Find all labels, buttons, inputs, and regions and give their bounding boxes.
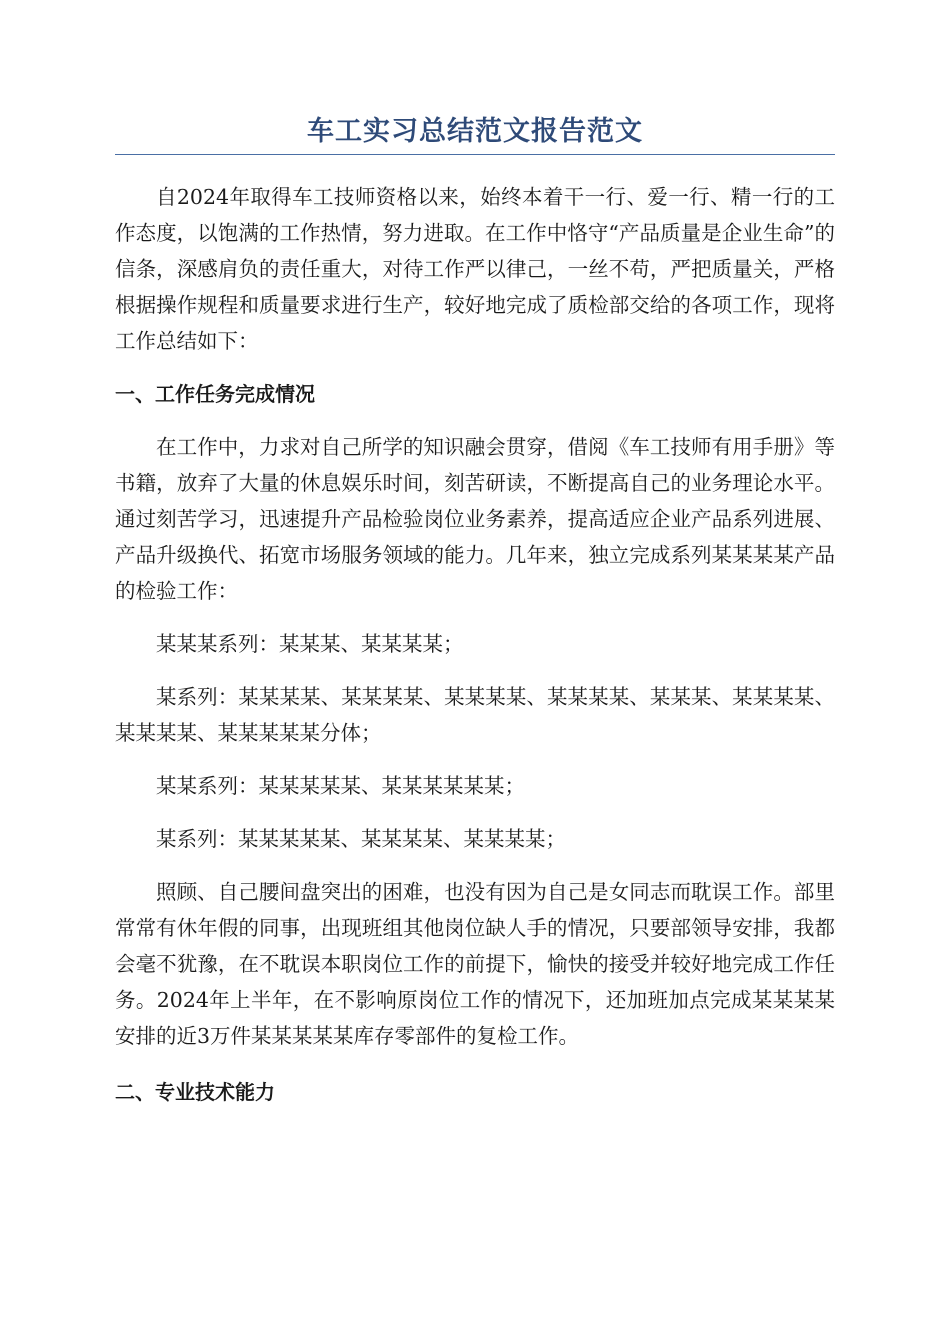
section1-paragraph-2: 照顾、自己腰间盘突出的困难，也没有因为自己是女同志而耽误工作。部里常常有休年假的同事，出现班组其他岗位缺人手的情况，只要部领导安排，我都会毫不犹豫，在不耽误本职岗位工作的前提下，愉快的接受并较好地完成工作任务。2024年上半年，在不影响原岗位工作的情况下，还加班加点完成某某某某安排的近3万件某某某某某库存零部件的复检工作。 [115,880,835,1048]
section-heading-1: 一、工作任务完成情况 [115,382,315,406]
document-page [115,112,835,1127]
section-heading-2: 二、专业技术能力 [115,1080,275,1104]
product-list-item: 某某系列：某某某某某、某某某某某某； [156,774,525,798]
product-list-item: 某系列：某某某某、某某某某、某某某某、某某某某、某某某、某某某某、某某某某、某某某某某分体； [115,685,835,745]
section1-paragraph-1: 在工作中，力求对自己所学的知识融会贯穿，借阅《车工技师有用手册》等书籍，放弃了大量的休息娱乐时间，刻苦研读，不断提高自己的业务理论水平。通过刻苦学习，迅速提升产品检验岗位业务素养，提高适应企业产品系列进展、产品升级换代、拓宽市场服务领域的能力。几年来，独立完成系列某某某某产品的检验工作： [115,435,835,603]
document-body [115,179,835,1110]
product-list-item: 某系列：某某某某某、某某某某、某某某某； [156,827,566,851]
document-title: 车工实习总结范文报告范文 [115,112,835,155]
intro-paragraph: 自2024年取得车工技师资格以来，始终本着干一行、爱一行、精一行的工作态度，以饱满的工作热情，努力进取。在工作中恪守“产品质量是企业生命”的信条，深感肩负的责任重大，对待工作严以律己，一丝不苟，严把质量关，严格根据操作规程和质量要求进行生产，较好地完成了质检部交给的各项工作，现将工作总结如下： [115,185,835,353]
product-list-item: 某某某系列：某某某、某某某某； [156,632,464,656]
